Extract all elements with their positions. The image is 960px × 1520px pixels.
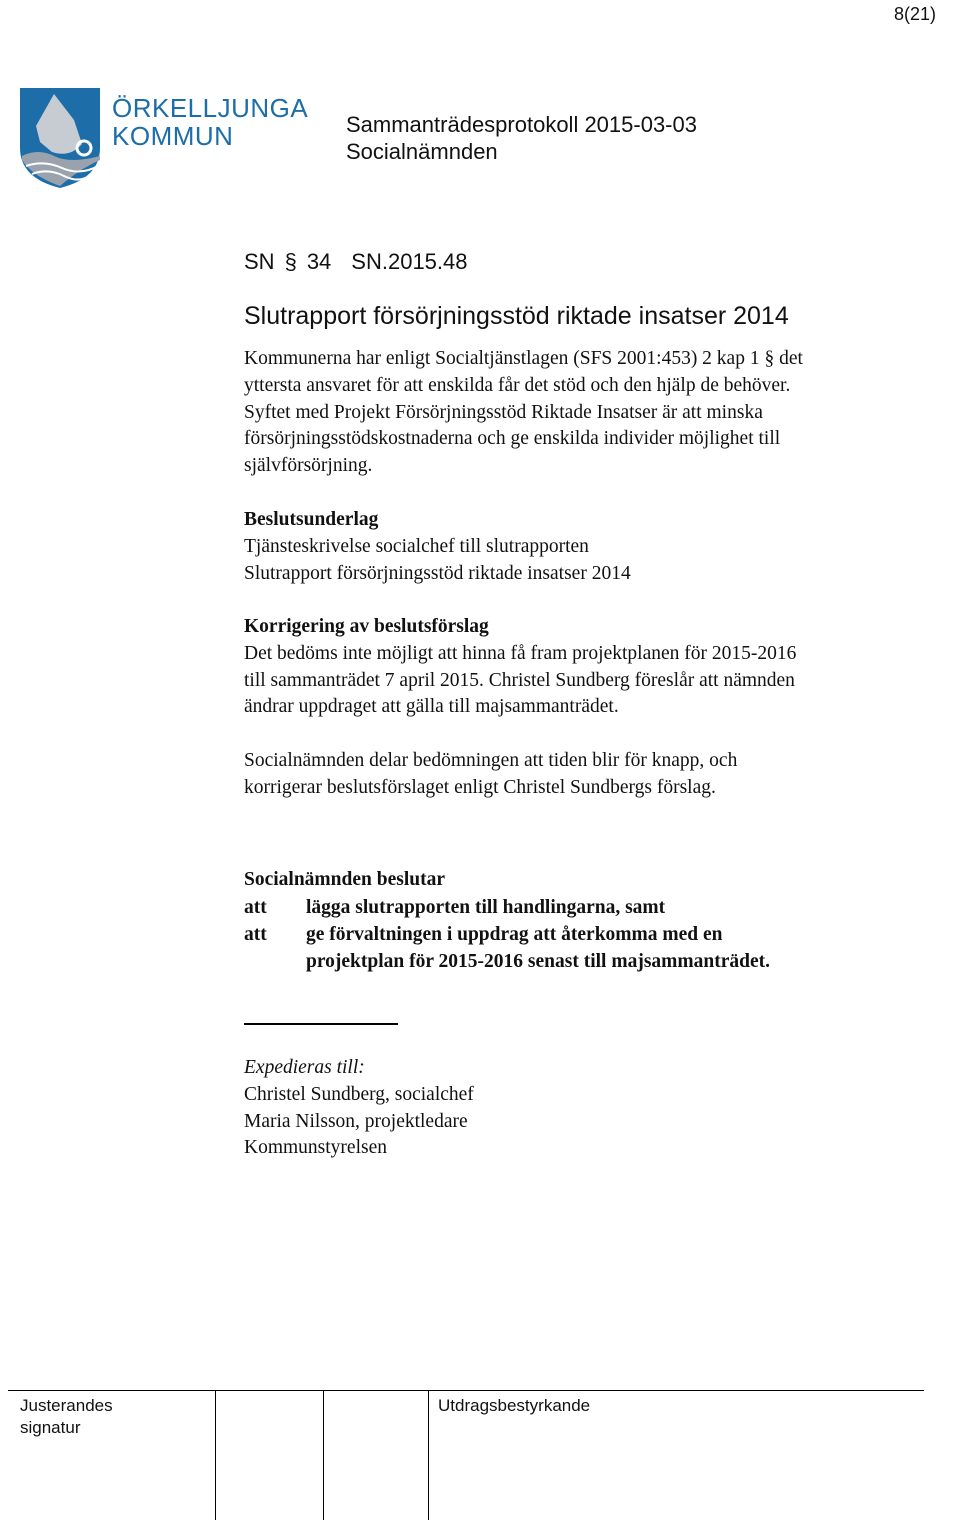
item-heading: Slutrapport försörjningsstöd riktade insatser 2014 [244,302,789,330]
page-number: 8(21) [893,4,936,24]
decision-basis-title: Beslutsunderlag [244,509,379,530]
case-prefix: SN [244,249,275,274]
decision-item [244,922,906,976]
assessment-line: korrigerar beslutsförslaget enligt Christel Sundbergs förslag. [244,776,716,798]
logo-text-line2: KOMMUN [112,121,234,151]
paragraph-symbol: § [284,249,297,274]
assessment-paragraph [244,748,916,802]
protocol-title: Sammanträdesprotokoll 2015-03-03 [346,112,697,137]
decision-item [244,895,906,922]
decision-text: ge förvaltningen i uppdrag att återkomma med en projektplan för 2015-2016 senast till majsammanträdet. [306,924,771,972]
intro-line: yttersta ansvaret för att enskilda får det stöd och den hjälp de behöver. [244,374,791,396]
correction-line: till sammanträdet 7 april 2015. Christel Sundberg föreslår att nämnden [244,669,795,691]
decision-att: att [244,924,267,945]
intro-line: Syftet med Projekt Försörjningsstöd Riktade Insatser är att minska [244,401,763,423]
dispatch-title: Expedieras till: [244,1057,365,1078]
case-reference [244,249,468,275]
committee-name: Socialnämnden [346,139,498,164]
correction-line: Det bedöms inte möjligt att hinna få fram projektplanen för 2015-2016 [244,642,797,664]
logo-text-line1: ÖRKELLJUNGA [112,93,309,123]
intro-paragraph [244,346,916,480]
intro-line: självförsörjning. [244,455,373,477]
decision-title: Socialnämnden beslutar [244,869,445,890]
signature-box-divider [215,1390,216,1520]
intro-line: försörjningsstödskostnaderna och ge enskilda individer möjlighet till [244,428,781,450]
dispatch-section [244,1055,916,1162]
intro-line: Kommunerna har enligt Socialtjänstlagen (SFS 2001:453) 2 kap 1 § det [244,348,803,369]
diary-number: SN.2015.48 [351,249,468,274]
separator-line [244,1023,398,1025]
correction-title: Korrigering av beslutsförslag [244,616,489,637]
initials-label: Justerandes signatur [20,1396,113,1437]
decision-att: att [244,897,267,918]
correction-line: ändrar uppdraget att gälla till majsammanträdet. [244,696,619,718]
signature-box-divider [428,1390,429,1520]
footer-rule [8,1390,924,1391]
municipal-coat-of-arms-icon [18,86,102,190]
certification-label: Utdragsbestyrkande [438,1396,591,1415]
decision-text: lägga slutrapporten till handlingarna, samt [306,897,666,918]
decision-basis-section [244,507,916,587]
dispatch-recipient: Maria Nilsson, projektledare [244,1110,468,1132]
paragraph-number: 34 [306,249,332,274]
dispatch-recipient: Christel Sundberg, socialchef [244,1083,474,1105]
assessment-line: Socialnämnden delar bedömningen att tiden blir för knapp, och [244,750,738,771]
signature-box-divider [323,1390,324,1520]
basis-line: Tjänsteskrivelse socialchef till slutrapporten [244,535,589,557]
basis-line: Slutrapport försörjningsstöd riktade insatser 2014 [244,562,631,584]
dispatch-recipient: Kommunstyrelsen [244,1137,387,1159]
correction-section [244,614,916,721]
